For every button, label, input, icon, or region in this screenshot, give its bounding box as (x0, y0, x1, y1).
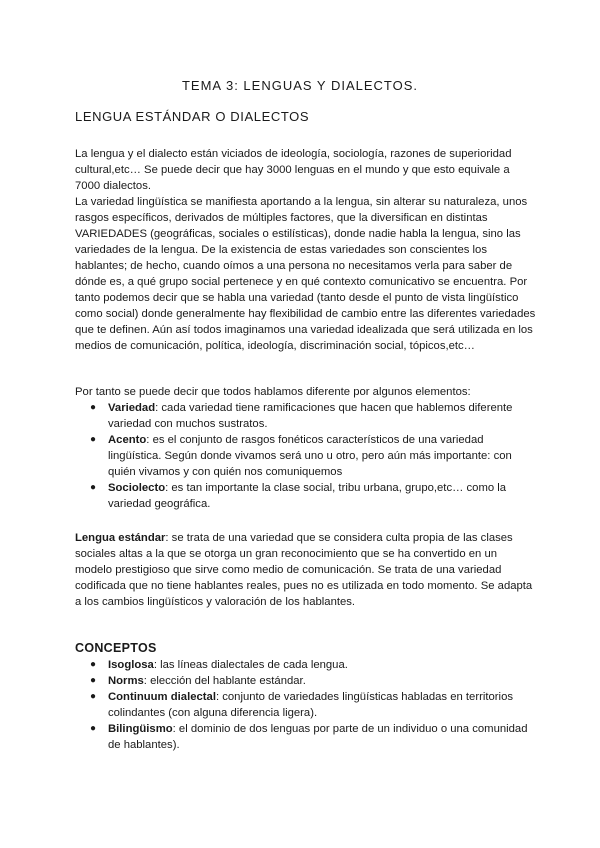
bullet-icon: ● (90, 434, 97, 445)
elements-list (75, 400, 537, 512)
bullet-icon: ● (90, 659, 97, 670)
paragraph-2: La variedad lingüística se manifiesta aportando a la lengua, sin alterar su naturaleza, unos rasgos específicos, derivados de múltiples factores, que la diversifican en distintas VARIEDADES (geográficas, sociales o estilísticas), donde nadie habla la lengua, sino las variedades de la lengua. De la existencia de estas variedades son conscientes los hablantes; de hecho, cuando oímos a una persona no necesitamos verla para saber de dónde es, a qué grupo social pertenece y en qué contexto comunicativo se encuentra. Por tanto podemos decir que se habla una variedad (tanto desde el punto de vista lingüístico como social) donde generalmente hay flexibilidad de cambio entre las diferentes variedades que te definen. Aún así todos imaginamos una variedad idealizada que será utilizada en los medios de comunicación, política, ideología, discriminación social, tópicos,etc… (75, 196, 536, 352)
elements-section (75, 384, 537, 512)
definition: : es el conjunto de rasgos fonéticos característicos de una variedad lingüística. Según donde vivamos será uno u otro, pero aún más importante: con quién vivamos y con quién nos comuniquemos (108, 434, 512, 478)
term: Acento (108, 434, 147, 446)
list-item (75, 657, 537, 673)
document-title: TEMA 3: LENGUAS Y DIALECTOS. (181, 78, 419, 93)
intro-text (75, 146, 537, 354)
paragraph-1: La lengua y el dialecto están viciados de ideología, sociología, razones de superioridad cultural,etc… Se puede decir que hay 3000 lenguas en el mundo y que esto equivale a 7000 dialectos. (75, 148, 512, 192)
bullet-icon: ● (90, 482, 97, 493)
definition: : es tan importante la clase social, tribu urbana, grupo,etc… como la variedad geográfica. (108, 482, 507, 510)
paragraph-3: Por tanto se puede decir que todos hablamos diferente por algunos elementos: (75, 386, 471, 398)
concepts-heading: CONCEPTOS (75, 641, 157, 655)
term: Sociolecto (108, 482, 166, 494)
bullet-icon: ● (90, 402, 97, 413)
concepts-section (75, 657, 537, 753)
bullet-icon: ● (90, 723, 97, 734)
term: Norms (108, 675, 144, 687)
list-item (75, 689, 537, 721)
term: Continuum dialectal (108, 691, 216, 703)
term: Lengua estándar (75, 532, 166, 544)
definition: : cada variedad tiene ramificaciones que hacen que hablemos diferente variedad con muchos sustratos. (108, 402, 513, 430)
bullet-icon: ● (90, 675, 97, 686)
list-item (75, 400, 537, 432)
bullet-icon: ● (90, 691, 97, 702)
section-heading: LENGUA ESTÁNDAR O DIALECTOS (75, 109, 310, 124)
list-item (75, 673, 537, 689)
definition: : elección del hablante estándar. (143, 675, 306, 687)
term: Bilingüismo (108, 723, 173, 735)
definition: : conjunto de variedades lingüísticas habladas en territorios colindantes (con alguna diferencia ligera). (108, 691, 514, 719)
definition: : se trata de una variedad que se considera culta propia de las clases sociales altas a la que se otorga un gran reconocimiento que se ha convertido en un modelo prestigioso que sirve como medio de comunicación. Se trata de una variedad codificada que no tiene hablantes reales, pues no es utilizada en todo momento. Se adapta a los cambios lingüísticos y valoración de los hablantes. (75, 532, 533, 608)
definition: : las líneas dialectales de cada lengua. (153, 659, 348, 671)
list-item (75, 480, 537, 512)
standard-language-paragraph (75, 530, 537, 610)
concepts-list (75, 657, 537, 753)
definition: : el dominio de dos lenguas por parte de un individuo o una comunidad de hablantes). (108, 723, 528, 751)
term: Isoglosa (108, 659, 154, 671)
list-item (75, 721, 537, 753)
term: Variedad (108, 402, 156, 414)
list-item (75, 432, 537, 480)
